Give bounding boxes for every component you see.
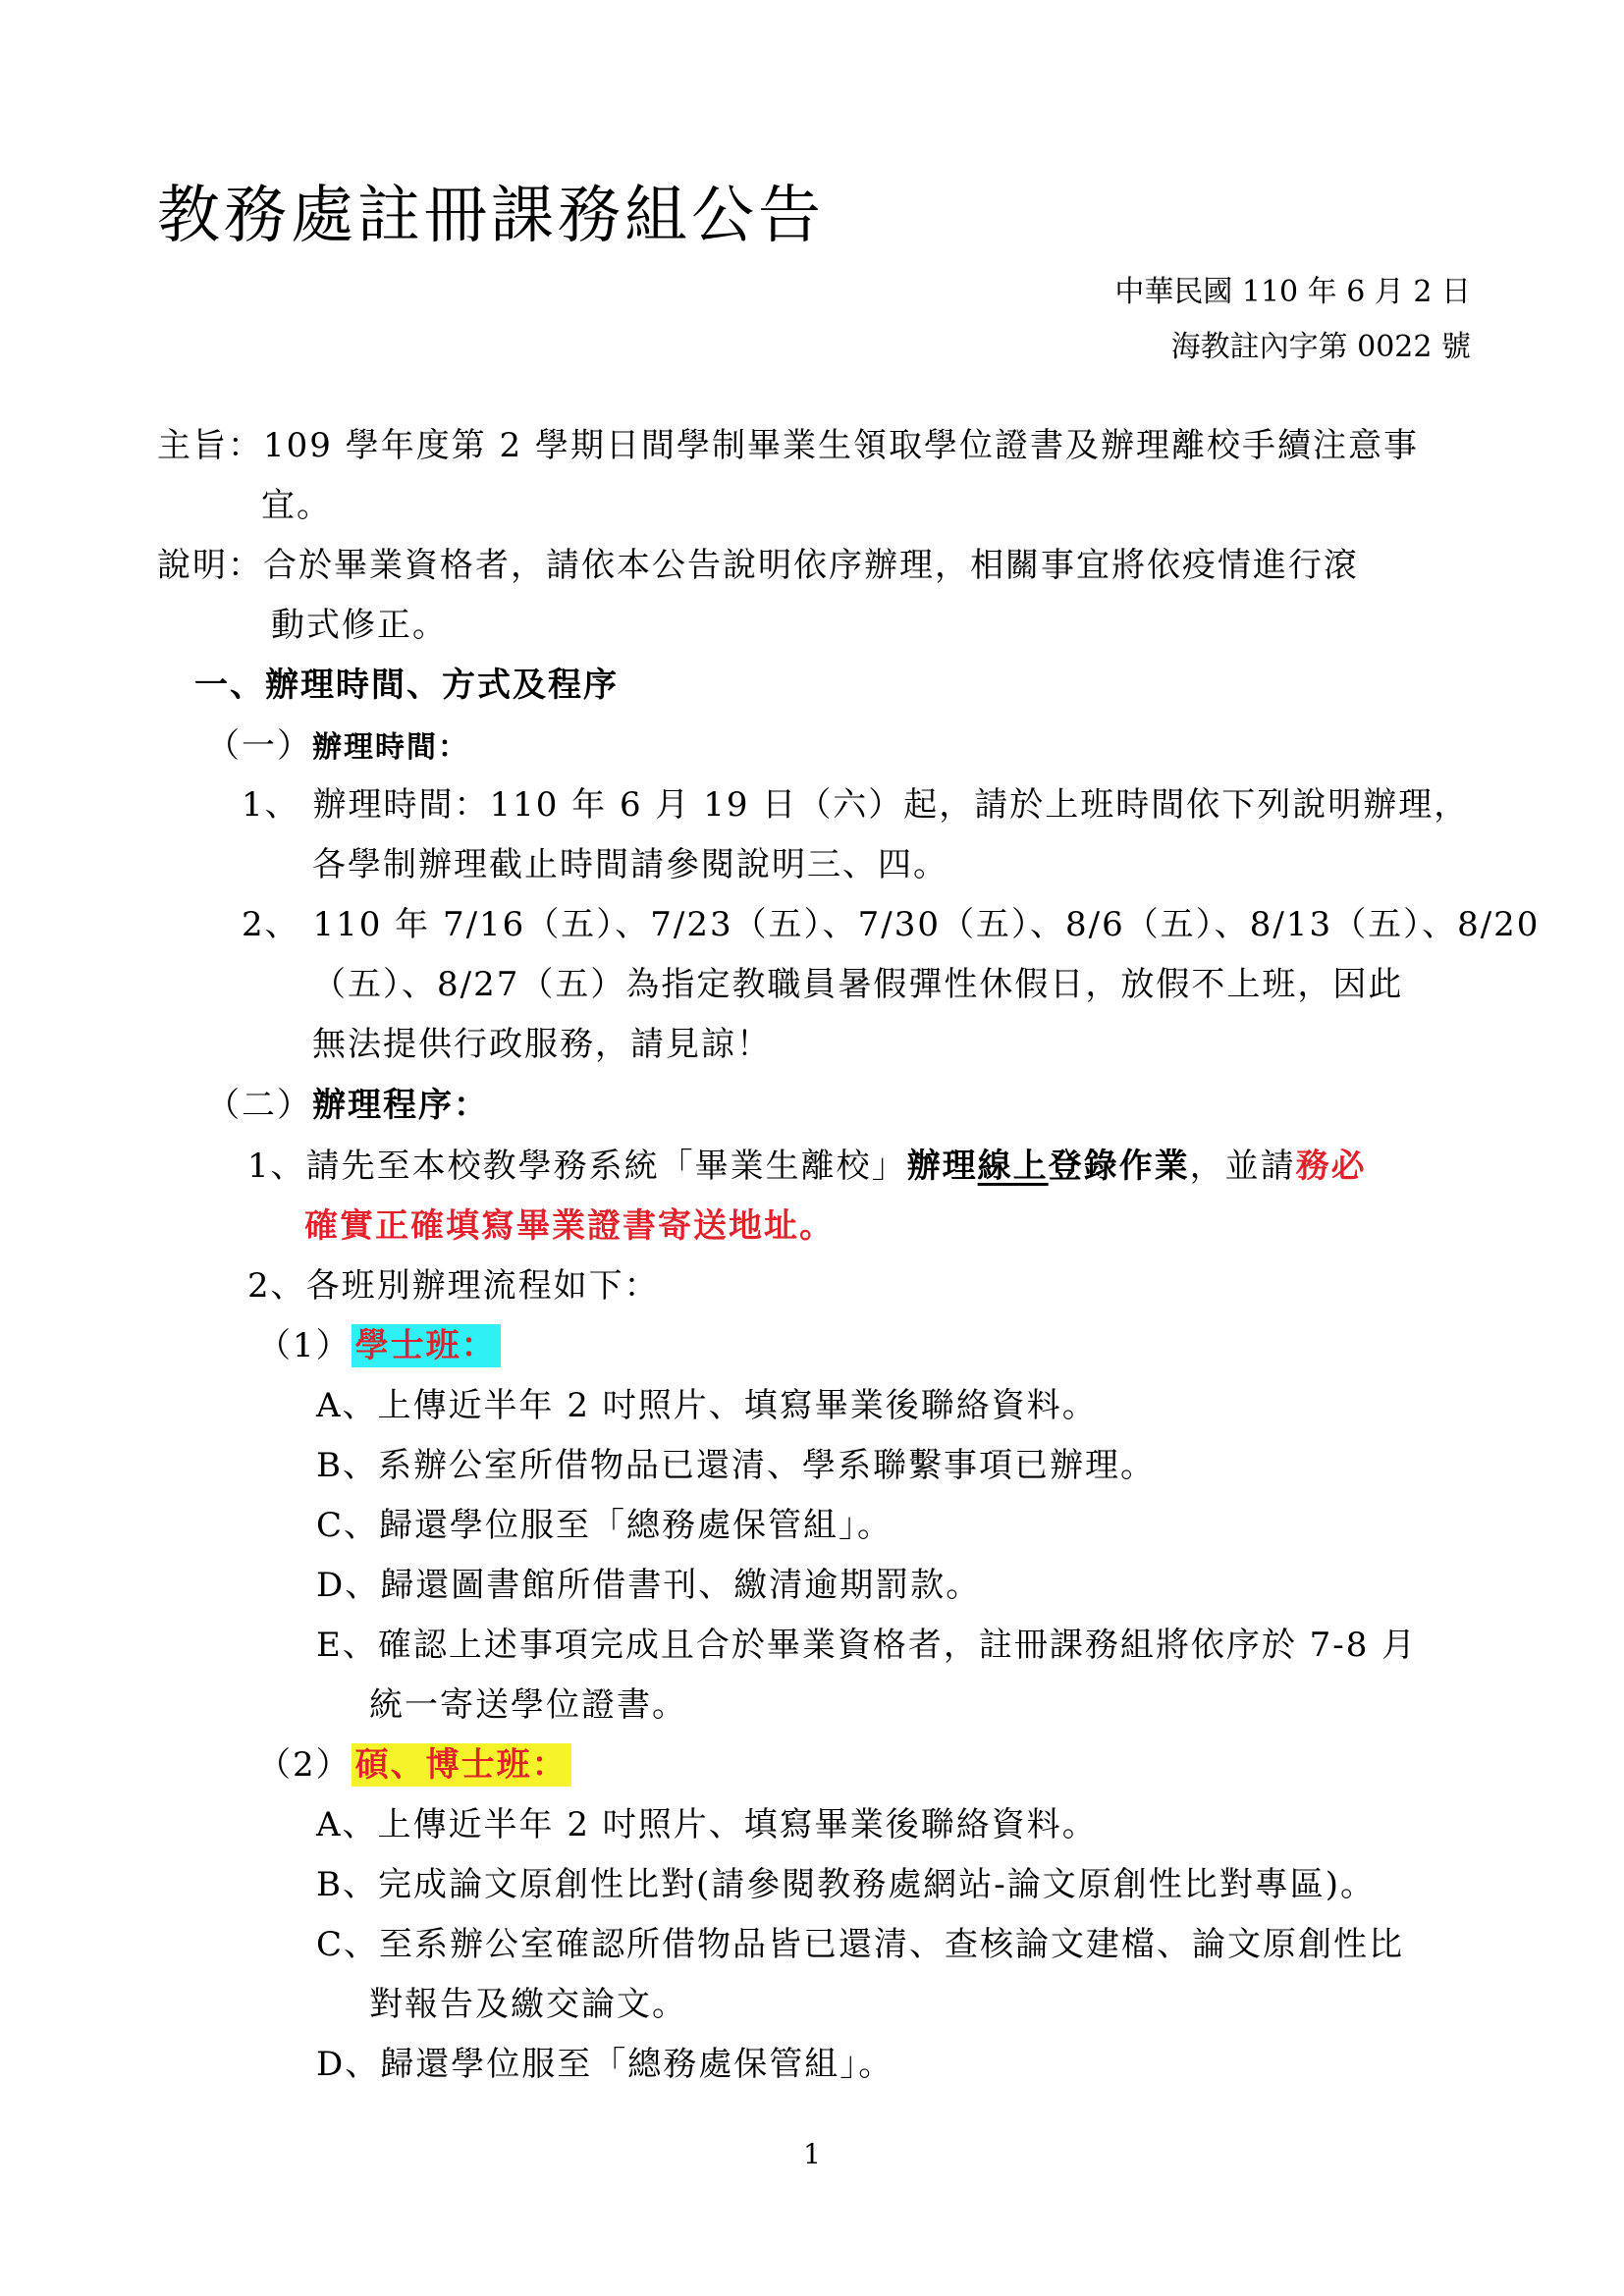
graduate-item-c-line-2: 對報告及繳交論文。 <box>369 1985 687 2024</box>
bachelor-item-a: A、上傳近半年 2 吋照片、填寫畢業後聯絡資料。 <box>316 1386 1098 1425</box>
explain-line-2: 動式修正。 <box>271 606 448 645</box>
graduate-label: 碩、博士班： <box>352 1743 571 1787</box>
procedure-1-bold-1: 辦理 <box>906 1147 978 1186</box>
bachelor-item-d: D、歸還圖書館所借書刊、繳清逾期罰款。 <box>316 1566 982 1605</box>
announcement-title: 教務處註冊課務組公告 <box>157 180 825 252</box>
procedure-1-line-2: 確實正確填寫畢業證書寄送地址。 <box>304 1206 835 1246</box>
subsection-2-label: 辦理程序： <box>312 1086 489 1125</box>
subsection-2-marker: （二） <box>206 1086 312 1125</box>
graduate-heading <box>257 1745 571 1786</box>
graduate-marker: （2） <box>257 1745 352 1785</box>
graduate-item-a: A、上傳近半年 2 吋照片、填寫畢業後聯絡資料。 <box>316 1805 1098 1844</box>
bachelor-heading <box>257 1326 501 1366</box>
bachelor-marker: （1） <box>257 1326 352 1365</box>
procedure-1-red: 務必 <box>1295 1147 1367 1186</box>
graduate-item-d: D、歸還學位服至「總務處保管組」。 <box>316 2045 894 2084</box>
time-item-2-line-1: 2、 110 年 7/16（五）、7/23（五）、7/30（五）、8/6（五）、8/13（五）、8/20 <box>242 905 1541 944</box>
procedure-1-line-1 <box>247 1147 1367 1187</box>
subject-line-2: 宜。 <box>261 486 332 525</box>
announcement-date: 中華民國 110 年 6 月 2 日 <box>1114 275 1471 309</box>
subsection-1-label: 辦理時間： <box>312 730 469 765</box>
page-number: 1 <box>803 2138 821 2170</box>
subsection-2 <box>206 1086 489 1126</box>
subject-line-1: 主旨：109 學年度第 2 學期日間學制畢業生領取學位證書及辦理離校手續注意事 <box>157 426 1419 465</box>
explain-line-1: 說明：合於畢業資格者，請依本公告說明依序辦理，相關事宜將依疫情進行滾 <box>157 546 1359 585</box>
section-1-heading: 一、辦理時間、方式及程序 <box>194 666 619 705</box>
bachelor-item-c: C、歸還學位服至「總務處保管組」。 <box>316 1506 893 1545</box>
bachelor-item-b: B、系辦公室所借物品已還清、學系聯繫事項已辦理。 <box>316 1446 1156 1485</box>
subsection-1-marker: （一） <box>206 726 312 766</box>
procedure-2: 2、各班別辦理流程如下： <box>247 1266 660 1306</box>
time-item-1-line-2: 各學制辦理截止時間請參閱說明三、四。 <box>312 845 948 884</box>
bachelor-item-e-line-1: E、確認上述事項完成且合於畢業資格者，註冊課務組將依序於 7-8 月 <box>316 1626 1418 1665</box>
time-item-1-line-1: 1、 辦理時間：110 年 6 月 19 日（六）起，請於上班時間依下列說明辦理， <box>242 785 1470 825</box>
time-item-2-line-3: 無法提供行政服務，請見諒！ <box>312 1025 772 1064</box>
document-number: 海教註內字第 0022 號 <box>1170 330 1471 364</box>
subsection-1 <box>206 726 469 767</box>
procedure-1-text: 1、請先至本校教學務系統「畢業生離校」 <box>247 1147 907 1186</box>
procedure-1-bold-2: 登錄作業 <box>1048 1147 1190 1186</box>
procedure-1-underlined: 線上 <box>977 1147 1049 1186</box>
graduate-item-c-line-1: C、至系辦公室確認所借物品皆已還清、查核論文建檔、論文原創性比 <box>316 1925 1405 1964</box>
bachelor-item-e-line-2: 統一寄送學位證書。 <box>369 1685 687 1725</box>
time-item-2-line-2: （五）、8/27（五）為指定教職員暑假彈性休假日，放假不上班，因此 <box>312 965 1404 1004</box>
procedure-1-text-2: ，並請 <box>1189 1147 1296 1186</box>
graduate-item-b: B、完成論文原創性比對(請參閱教務處網站-論文原創性比對專區)。 <box>316 1865 1377 1904</box>
bachelor-label: 學士班： <box>352 1324 501 1367</box>
